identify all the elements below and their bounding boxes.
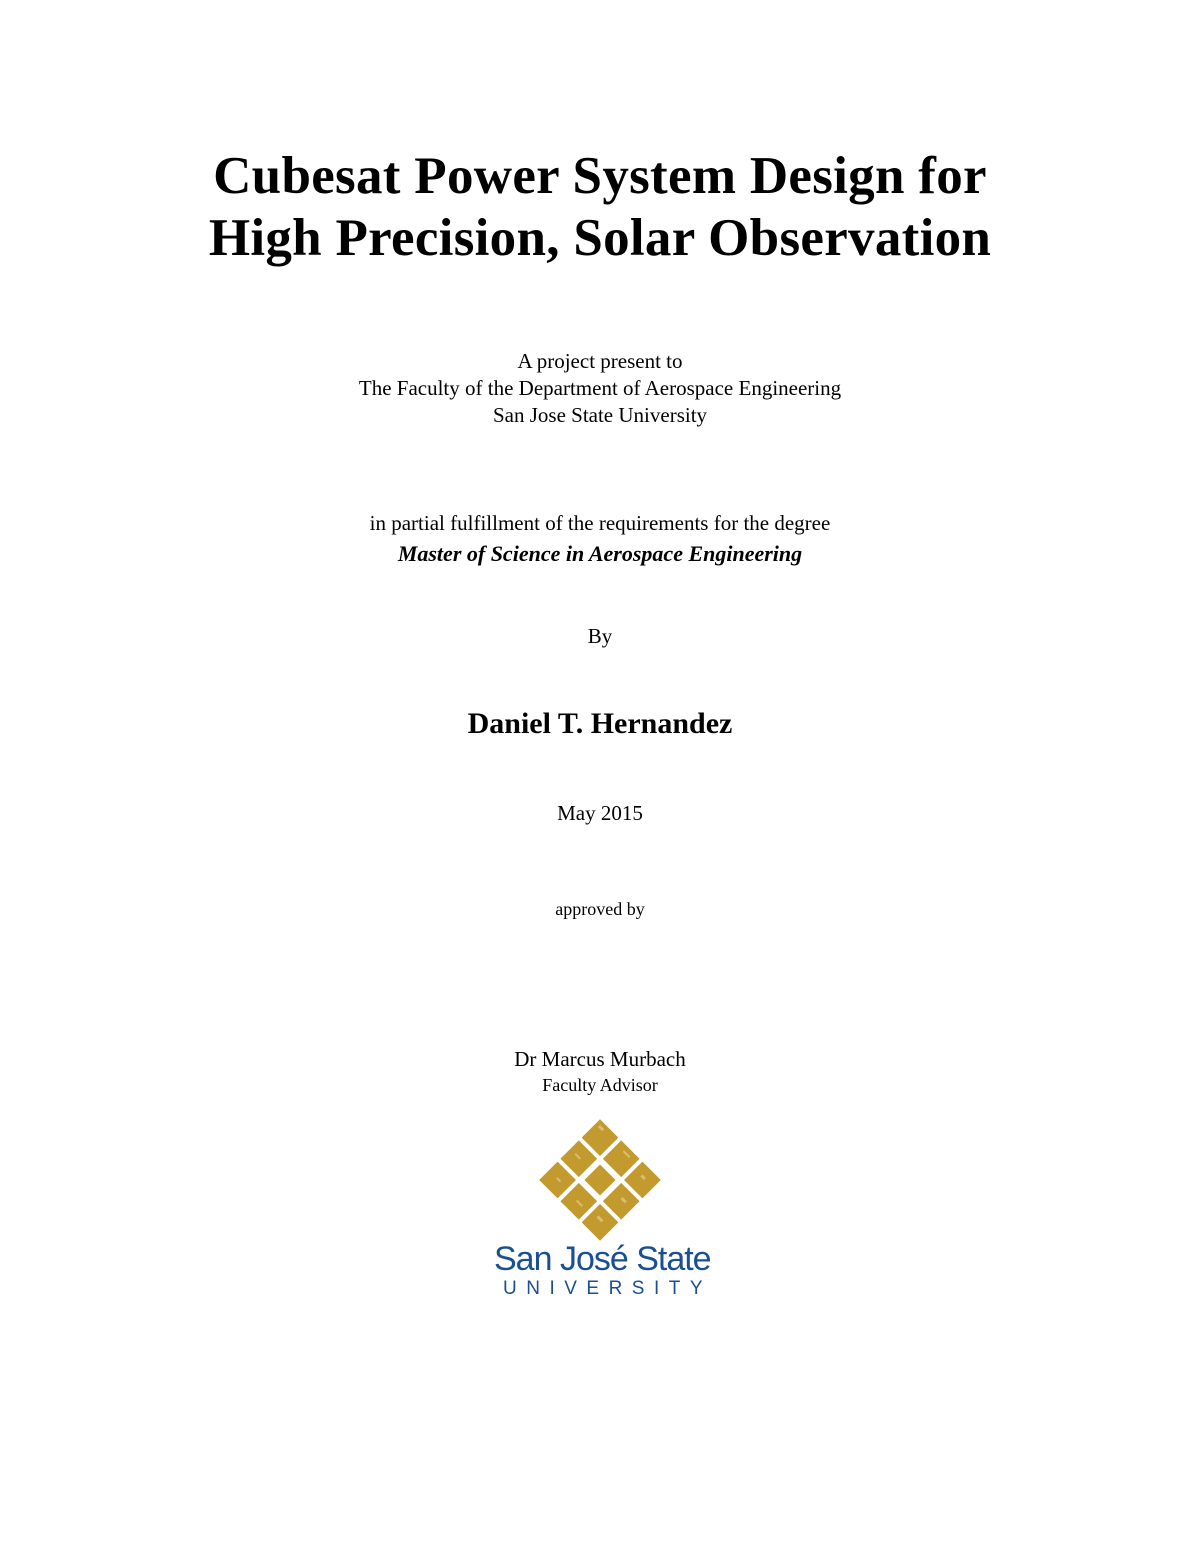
advisor-name: Dr Marcus Murbach bbox=[514, 1047, 686, 1071]
approved-label: approved by bbox=[555, 899, 645, 919]
presentation-line-3: San Jose State University bbox=[492, 403, 708, 427]
logo-wordmark: San José State bbox=[494, 1240, 711, 1278]
sjsu-tower-mark-icon bbox=[538, 1118, 662, 1242]
presentation-line-2: The Faculty of the Department of Aerospace Engineering bbox=[358, 376, 842, 400]
title-line-1: Cubesat Power System Design for bbox=[213, 147, 987, 205]
advisor-role: Faculty Advisor bbox=[542, 1075, 658, 1095]
date: May 2015 bbox=[557, 801, 643, 825]
fulfillment-line: in partial fulfillment of the requirements for the degree bbox=[369, 511, 831, 535]
degree-name: Master of Science in Aerospace Engineering bbox=[397, 541, 803, 566]
title-line-2: High Precision, Solar Observation bbox=[208, 209, 992, 267]
presentation-line-1: A project present to bbox=[517, 349, 683, 373]
author-name: Daniel T. Hernandez bbox=[467, 707, 733, 740]
by-label: By bbox=[587, 624, 613, 648]
logo-subtitle: UNIVERSITY bbox=[503, 1278, 713, 1299]
university-logo bbox=[494, 1118, 713, 1303]
